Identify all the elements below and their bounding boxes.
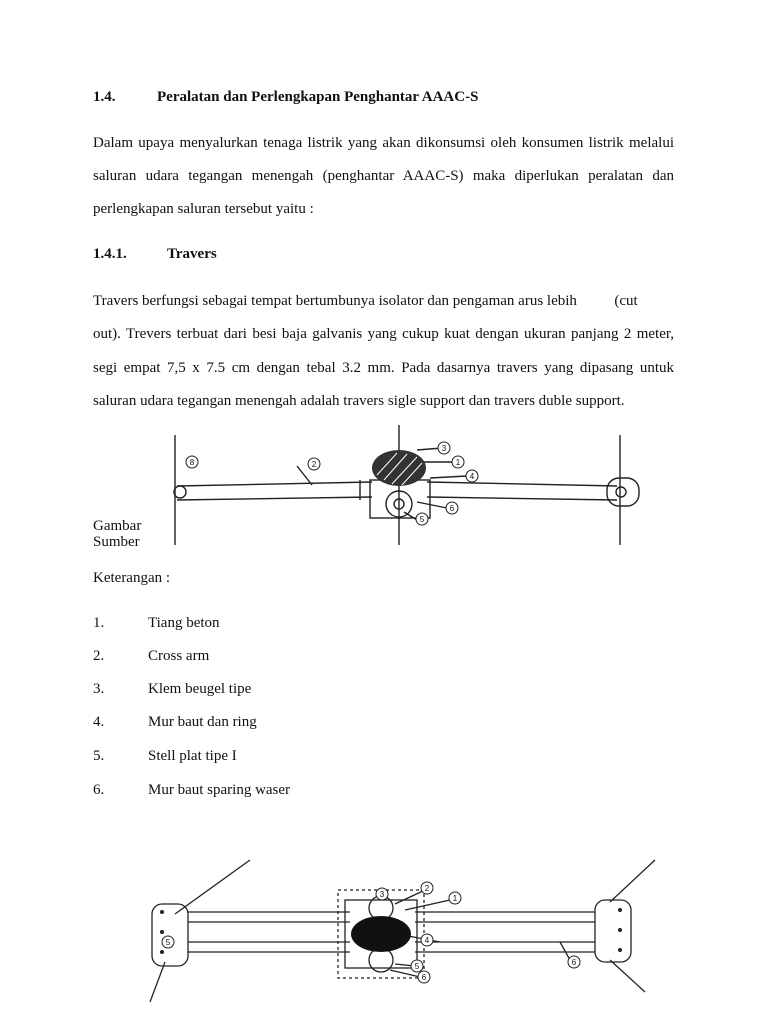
figure-travers-double <box>140 842 680 1020</box>
keterangan-num-3: 3. <box>93 681 105 697</box>
travers-single-diagram <box>142 420 652 550</box>
label-8: 8 <box>189 458 195 467</box>
label-6: 6 <box>449 504 455 513</box>
keterangan-text-4: Mur baut dan ring <box>148 714 257 730</box>
keterangan-num-5: 5. <box>93 748 105 764</box>
keterangan-num-1: 1. <box>93 615 105 631</box>
keterangan-text-1: Tiang beton <box>148 615 220 631</box>
fig2-label-4: 4 <box>424 936 430 945</box>
keterangan-num-4: 4. <box>93 714 105 730</box>
fig2-label-6b: 6 <box>571 958 577 967</box>
fig2-label-6: 6 <box>421 973 427 982</box>
intro-line-1: Dalam upaya menyalurkan tenaga listrik yang akan dikonsumsi oleh konsumen listrik melalui <box>93 135 674 151</box>
fig2-label-1: 1 <box>452 894 458 903</box>
fig2-label-5: 5 <box>414 962 420 971</box>
figure-travers-single <box>142 420 652 550</box>
body-line-4: saluran udara tegangan menengah adalah travers sigle support dan travers duble support. <box>93 393 625 409</box>
keterangan-num-6: 6. <box>93 782 105 798</box>
figure1-caption-line2: Sumber <box>93 534 140 550</box>
fig2-label-3: 3 <box>379 890 385 899</box>
keterangan-title: Keterangan : <box>93 570 171 586</box>
label-1: 1 <box>455 458 461 467</box>
intro-line-2: saluran udara tegangan menengah (penghantar AAAC-S) maka diperlukan peralatan dan <box>93 168 674 184</box>
travers-double-diagram <box>140 842 680 1020</box>
label-3: 3 <box>441 444 447 453</box>
body-line-1: Travers berfungsi sebagai tempat bertumbunya isolator dan pengaman arus lebih (cut <box>93 293 638 309</box>
figure1-caption-line1: Gambar <box>93 518 142 534</box>
subsection-number: 1.4.1. <box>93 246 127 262</box>
subsection-title: Travers <box>167 246 217 262</box>
label-2: 2 <box>311 460 317 469</box>
label-5: 5 <box>419 515 425 524</box>
intro-line-3: perlengkapan saluran tersebut yaitu : <box>93 201 314 217</box>
section-title: Peralatan dan Perlengkapan Penghantar AAAC-S <box>157 89 479 105</box>
body-line-2: out). Trevers terbuat dari besi baja galvanis yang cukup kuat dengan ukuran panjang 2 meter, <box>93 326 674 342</box>
fig2-label-2: 2 <box>424 884 430 893</box>
keterangan-text-3: Klem beugel tipe <box>148 681 252 697</box>
fig2-label-5b: 5 <box>165 938 171 947</box>
keterangan-text-6: Mur baut sparing waser <box>148 782 291 798</box>
keterangan-text-2: Cross arm <box>148 648 210 664</box>
body-line-3: segi empat 7,5 x 7.5 cm dengan tebal 3.2 mm. Pada dasarnya travers yang dipasang untuk <box>93 360 674 376</box>
section-number: 1.4. <box>93 89 116 105</box>
keterangan-text-5: Stell plat tipe I <box>148 748 237 764</box>
label-4: 4 <box>469 472 475 481</box>
keterangan-num-2: 2. <box>93 648 105 664</box>
